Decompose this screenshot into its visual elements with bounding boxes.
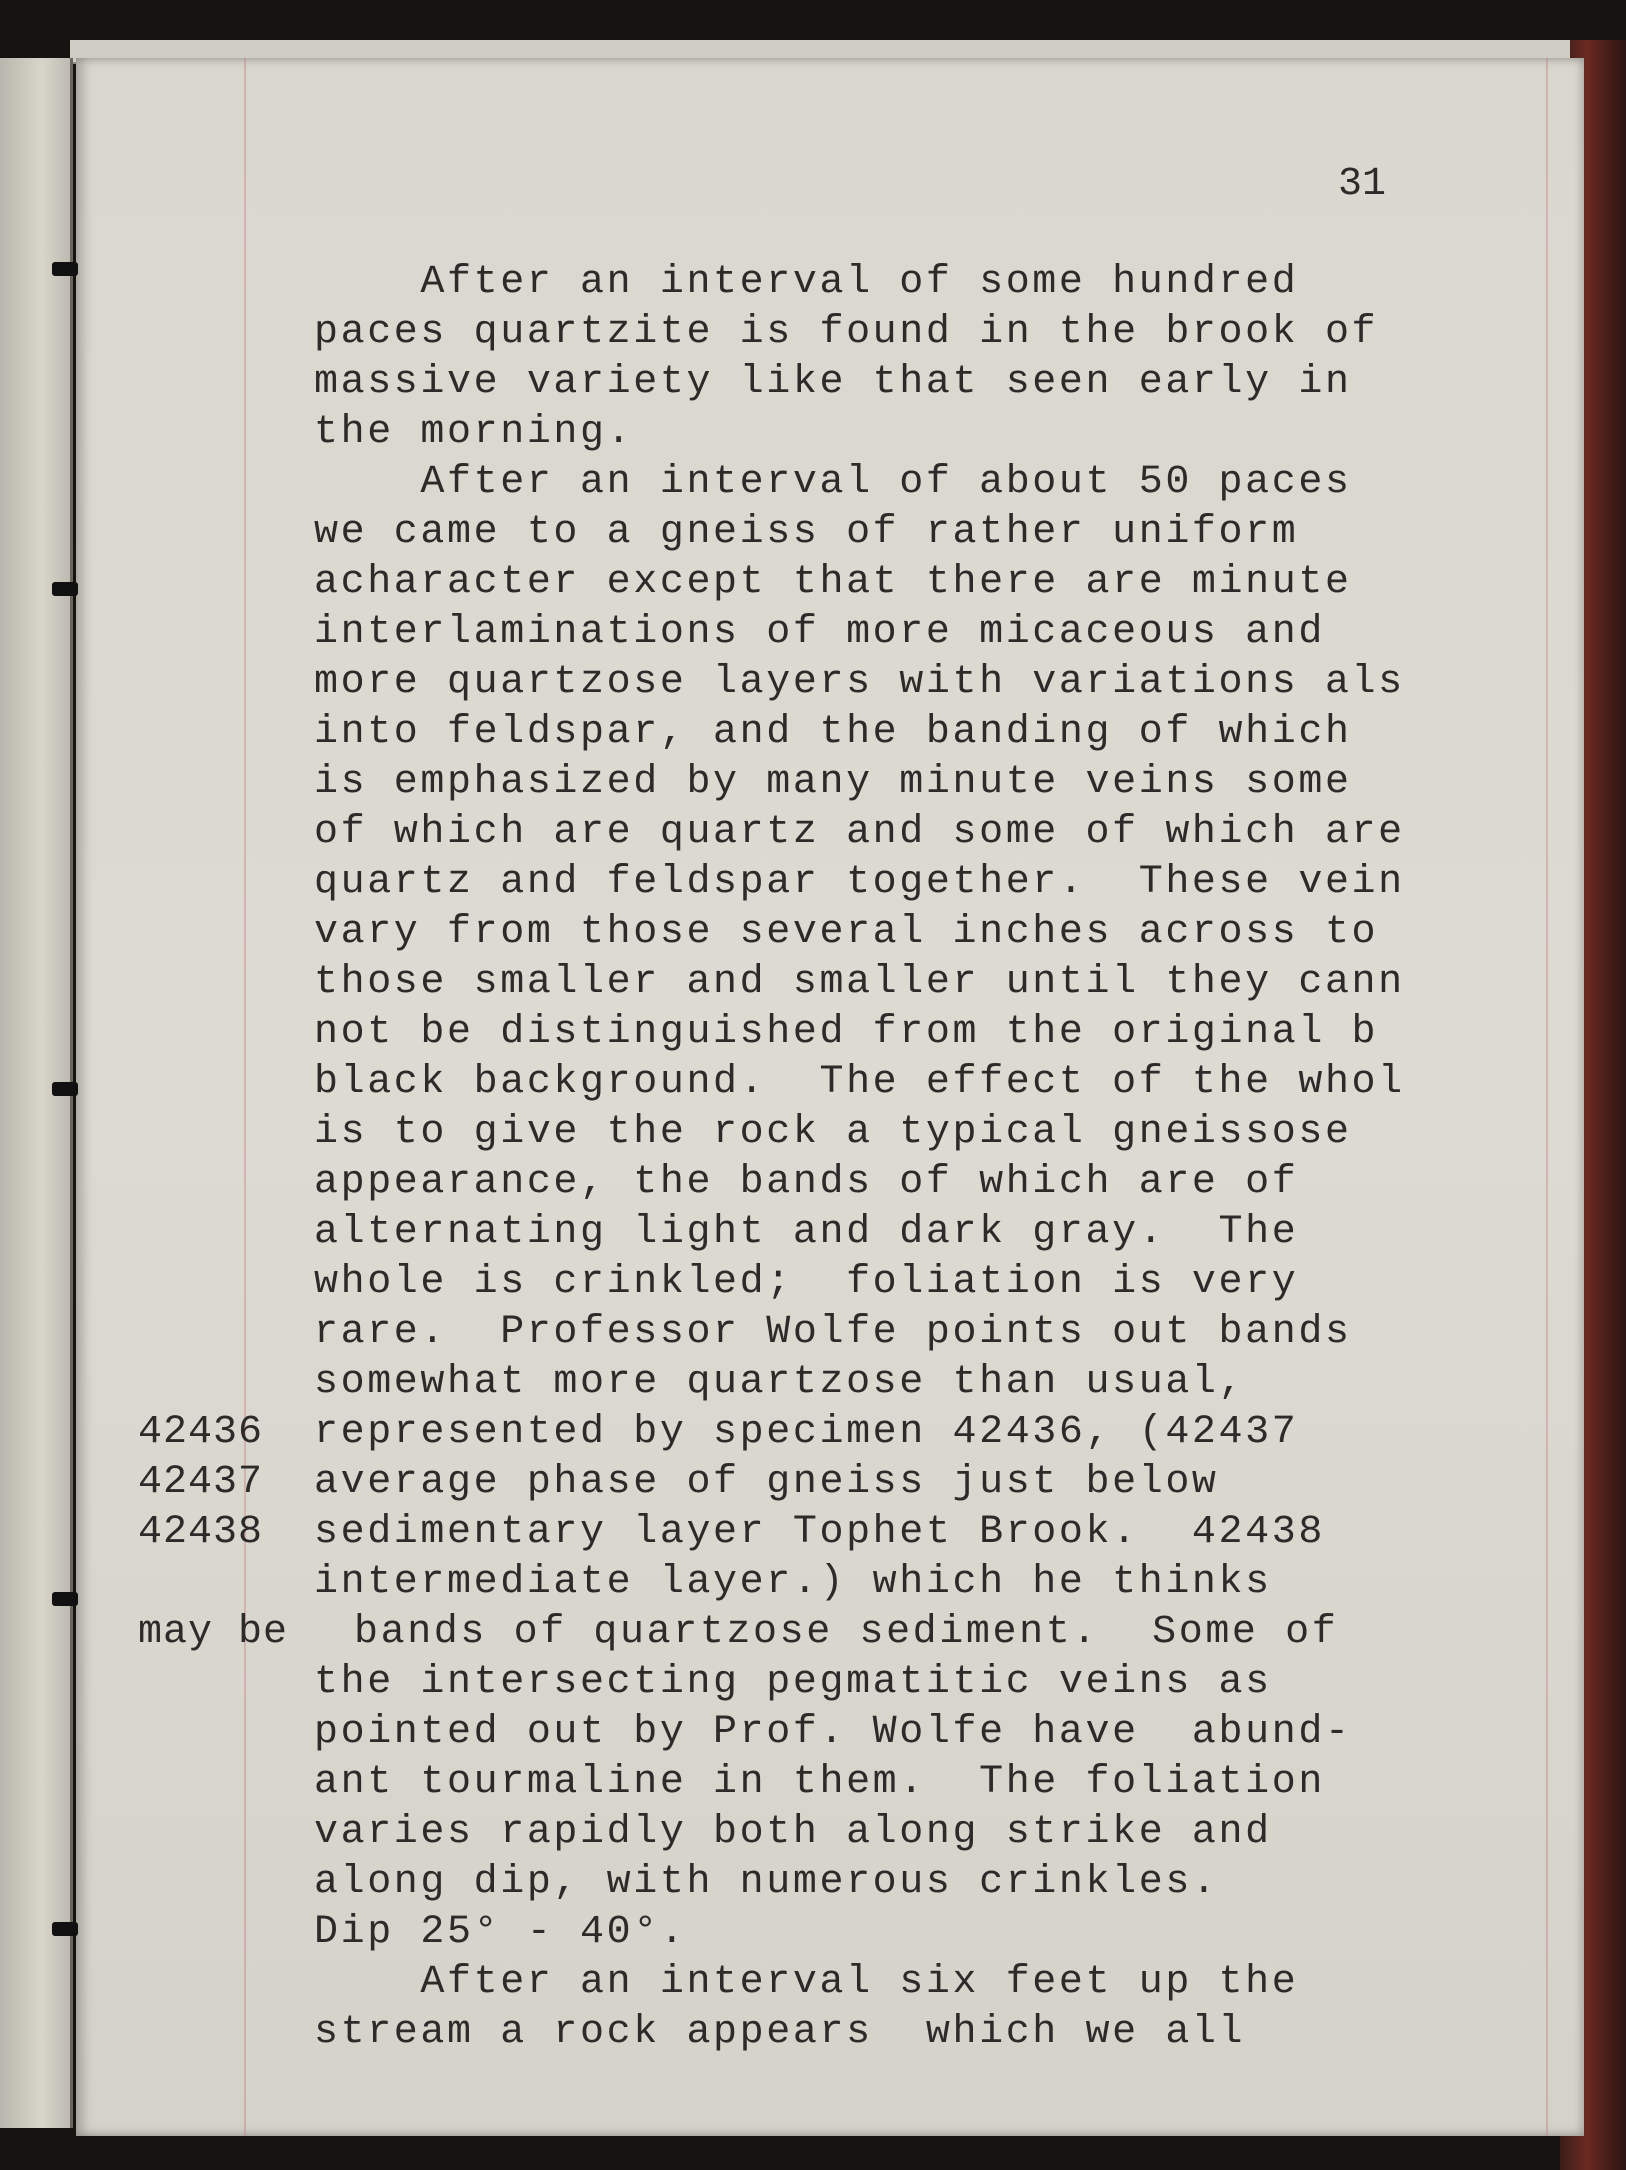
binder-ring-hole xyxy=(52,262,78,276)
margin-specimen-number: 42436 xyxy=(138,1410,264,1455)
text-line: stream a rock appears which we all xyxy=(314,2010,1246,2055)
binder-ring-hole xyxy=(52,582,78,596)
margin-specimen-number: 42438 xyxy=(138,1510,264,1555)
text-line: sedimentary layer Tophet Brook. 42438 xyxy=(314,1510,1325,1555)
text-line: acharacter except that there are minute xyxy=(314,560,1352,605)
text-line: quartz and feldspar together. These vein xyxy=(314,860,1405,905)
text-line: pointed out by Prof. Wolfe have abund- xyxy=(314,1710,1352,1755)
text-line: bands of quartzose sediment. Some of xyxy=(354,1610,1339,1655)
text-line: the morning. xyxy=(314,410,634,455)
margin-specimen-number: 42437 xyxy=(138,1460,264,1505)
text-line: average phase of gneiss just below xyxy=(314,1460,1219,1505)
text-line: intermediate layer.) which he thinks xyxy=(314,1560,1272,1605)
notebook-page xyxy=(76,58,1584,2136)
text-line: Dip 25° - 40°. xyxy=(314,1910,687,1955)
text-line: the intersecting pegmatitic veins as xyxy=(314,1660,1272,1705)
text-line: somewhat more quartzose than usual, xyxy=(314,1360,1246,1405)
text-line: represented by specimen 42436, (42437 xyxy=(314,1410,1299,1455)
text-line: we came to a gneiss of rather uniform xyxy=(314,510,1299,555)
text-line: into feldspar, and the banding of which xyxy=(314,710,1352,755)
text-line: paces quartzite is found in the brook of xyxy=(314,310,1379,355)
text-line: black background. The effect of the whol xyxy=(314,1060,1405,1105)
text-line: After an interval of some hundred xyxy=(314,260,1299,305)
text-line: rare. Professor Wolfe points out bands xyxy=(314,1310,1352,1355)
text-line: vary from those several inches across to xyxy=(314,910,1379,955)
text-line: After an interval of about 50 paces xyxy=(314,460,1352,505)
text-line: of which are quartz and some of which are xyxy=(314,810,1405,855)
text-line: is to give the rock a typical gneissose xyxy=(314,1110,1352,1155)
margin-continuation-text: may be xyxy=(138,1610,289,1655)
binder-ring-hole xyxy=(52,1082,78,1096)
text-line: After an interval six feet up the xyxy=(314,1960,1299,2005)
text-line: is emphasized by many minute veins some xyxy=(314,760,1352,805)
text-line: appearance, the bands of which are of xyxy=(314,1160,1299,1205)
text-line: whole is crinkled; foliation is very xyxy=(314,1260,1299,1305)
text-line: more quartzose layers with variations als xyxy=(314,660,1405,705)
page-number: 31 xyxy=(1338,162,1387,207)
binder-ring-hole xyxy=(52,1592,78,1606)
text-line: along dip, with numerous crinkles. xyxy=(314,1860,1219,1905)
margin-rule-line xyxy=(244,58,246,2136)
text-line: ant tourmaline in them. The foliation xyxy=(314,1760,1325,1805)
right-rule-line xyxy=(1546,58,1548,2136)
binder-ring-hole xyxy=(52,1922,78,1936)
text-line: varies rapidly both along strike and xyxy=(314,1810,1272,1855)
text-line: not be distinguished from the original b xyxy=(314,1010,1379,1055)
text-line: those smaller and smaller until they cann xyxy=(314,960,1405,1005)
text-line: interlaminations of more micaceous and xyxy=(314,610,1325,655)
text-line: alternating light and dark gray. The xyxy=(314,1210,1299,1255)
text-line: massive variety like that seen early in xyxy=(314,360,1352,405)
